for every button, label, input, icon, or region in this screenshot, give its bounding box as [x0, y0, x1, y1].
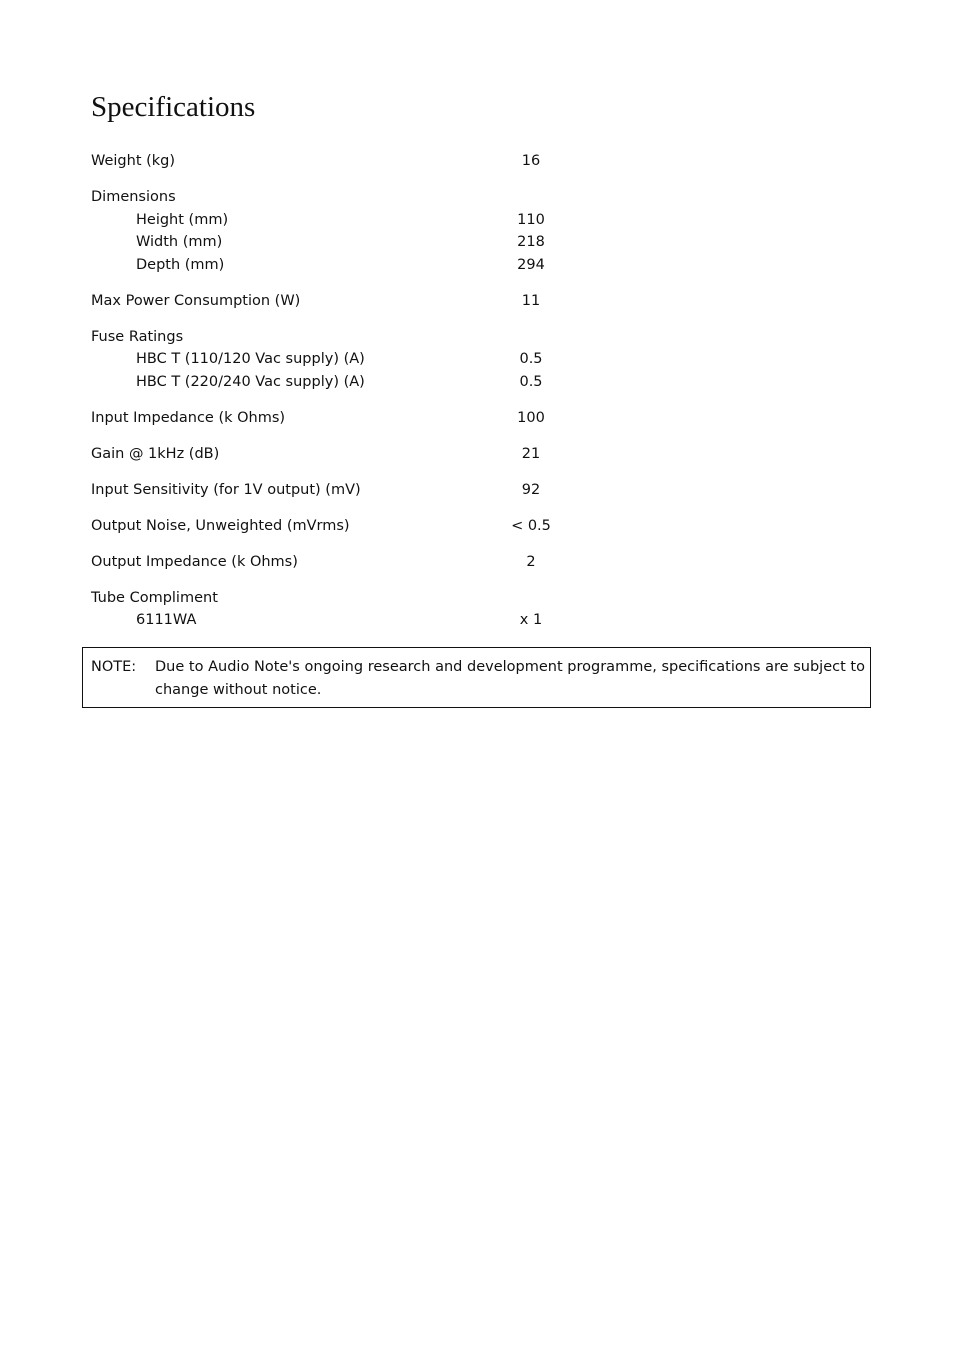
- spec-label: Depth (mm): [136, 256, 225, 273]
- spec-subrow: [91, 231, 571, 254]
- spec-label: Width (mm): [136, 234, 223, 250]
- spec-label: Height (mm): [136, 211, 229, 228]
- spec-label: Max Power Consumption (W): [91, 292, 301, 309]
- spec-group: [91, 407, 571, 430]
- spec-subrow: [91, 609, 571, 632]
- spec-row: [91, 443, 571, 466]
- spec-group: [91, 150, 571, 173]
- page-title: Specifications: [91, 91, 256, 123]
- note-label: NOTE:: [91, 659, 137, 675]
- spec-label: Tube Compliment: [91, 589, 218, 606]
- spec-value: < 0.5: [511, 517, 551, 534]
- spec-group: [91, 479, 571, 502]
- spec-value: 110: [517, 211, 545, 228]
- spec-group: [91, 587, 571, 632]
- spec-group: [91, 443, 571, 466]
- note-box: [82, 647, 871, 708]
- spec-group: [91, 515, 571, 538]
- spec-label: Gain @ 1kHz (dB): [91, 445, 220, 462]
- spec-row: [91, 290, 571, 313]
- spec-label: Weight (kg): [91, 153, 176, 169]
- spec-value: 16: [521, 153, 541, 169]
- spec-label: Dimensions: [91, 189, 176, 205]
- spec-row: [91, 587, 571, 610]
- spec-value: 294: [517, 256, 545, 273]
- spec-group: [91, 326, 571, 394]
- spec-value: 0.5: [519, 351, 543, 367]
- spec-subrow: [91, 209, 571, 232]
- spec-row: [91, 479, 571, 502]
- spec-label: Output Noise, Unweighted (mVrms): [91, 517, 350, 534]
- spec-value: 21: [521, 445, 541, 462]
- spec-label: Input Sensitivity (for 1V output) (mV): [91, 481, 361, 498]
- spec-value: 2: [526, 553, 536, 570]
- spec-row: [91, 515, 571, 538]
- spec-row: [91, 407, 571, 430]
- spec-value: 92: [521, 481, 541, 498]
- spec-label: HBC T (110/120 Vac supply) (A): [136, 351, 365, 367]
- spec-value: 100: [517, 409, 545, 426]
- spec-subrow: [91, 348, 571, 371]
- spec-subrow: [91, 254, 571, 277]
- spec-row: [91, 150, 571, 173]
- spec-label: Output Impedance (k Ohms): [91, 553, 298, 570]
- spec-group: [91, 290, 571, 313]
- spec-label: HBC T (220/240 Vac supply) (A): [136, 373, 365, 390]
- spec-value: 0.5: [519, 373, 543, 390]
- spec-row: [91, 551, 571, 574]
- spec-group: [91, 551, 571, 574]
- spec-value: 11: [521, 292, 541, 309]
- spec-value: 218: [517, 234, 545, 250]
- spec-group: [91, 186, 571, 276]
- spec-subrow: [91, 371, 571, 394]
- spec-row: [91, 186, 571, 209]
- note-text: Due to Audio Note's ongoing research and development programme, specifications are subject to change without notice.: [155, 659, 865, 698]
- specifications-table: [91, 150, 571, 645]
- spec-label: Fuse Ratings: [91, 328, 184, 345]
- spec-row: [91, 326, 571, 349]
- spec-label: Input Impedance (k Ohms): [91, 409, 286, 426]
- spec-value: x 1: [519, 612, 543, 628]
- spec-label: 6111WA: [136, 612, 197, 628]
